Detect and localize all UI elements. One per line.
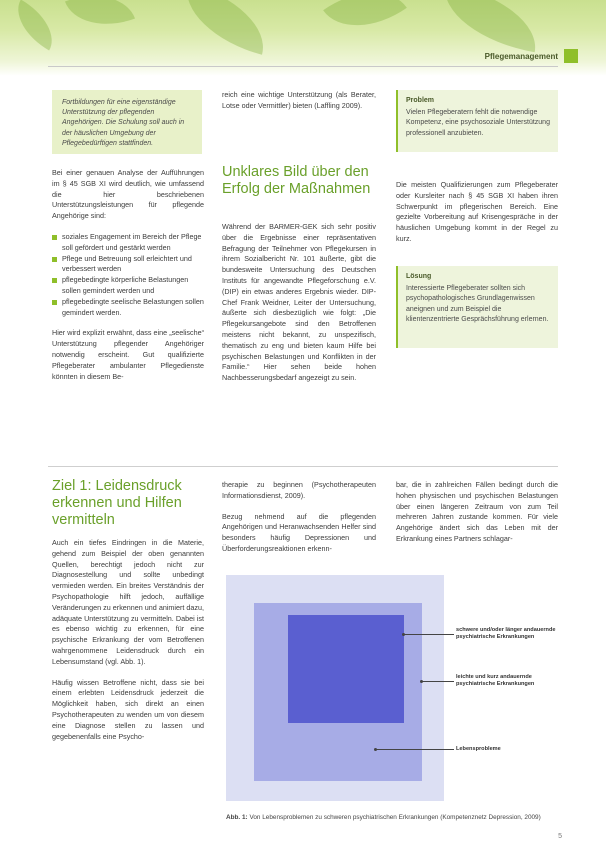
list-item: pflegebedingte seelische Belastungen sollen gemindert werden.: [52, 297, 204, 319]
section-marker: [564, 49, 578, 63]
leaf-decoration: [6, 0, 64, 50]
problem-box-title: Problem: [406, 97, 435, 104]
leaf-decoration: [65, 0, 135, 39]
intro-box: [52, 90, 202, 154]
section-heading-goal: Ziel 1: Leidensdruck erkennen und Hilfen vermitteln: [52, 478, 182, 528]
figure-leader-line: [404, 634, 454, 635]
middle-bottom-para-1: therapie zu beginnen (Psychotherapeuten Informationsdienst, 2009).: [222, 480, 376, 500]
middle-column-top-b: [222, 222, 376, 394]
solution-box-text: Interessierte Pflegeberater sollten sich psychopathologisches Grundlagenwissen aneignen und zum Beispiel die klientenzentrierte Gesprächsführung erlernen.: [406, 285, 549, 323]
intro-box-text: Fortbildungen für eine eigenständige Unterstützung der pflegenden Angehörigen. Die Schulung soll auch in der häuslichen Umgebung der Pflegebedürftigen stattfinden.: [62, 99, 185, 147]
figure-leader-dot: [420, 680, 423, 683]
list-item: pflegebedingte körperliche Belastungen sollen gemindert werden und: [52, 275, 204, 297]
middle-para-2: Während der BARMER-GEK sich sehr positiv über die Ergebnisse einer repräsentativen Befragung der Teilnehmer von Pflegekursen in ihrem Sozialbericht Nr. 101 äußerte, gibt die bundesweite Untersuchung des Deutschen Instituts für angewandte Pflegeforschung e.V. (DIP) ein etwas anderes Ergebnis wieder. DIP-Chef Frank Weidner, Leiter der Untersuchung, äußerte sich diesbezüglich wie folgt: „Die Pflegekursangebote sind den Betroffenen meistens nicht bekannt, zu unspezifisch, thematisch zu eng und bieten kaum Hilfe bei psychischen Belastungen und Konflikten in der Familie.“ Hier sehen beide hohen Nachbesserungsbedarf angezeigt zu sein.: [222, 222, 376, 383]
middle-para-1: reich eine wichtige Unterstützung (als Berater, Lotse oder Vermittler) bieten (Laffling 2009).: [222, 90, 376, 110]
header-banner: [0, 0, 606, 76]
list-item: soziales Engagement im Bereich der Pflege soll gefördert und gestärkt werden: [52, 232, 204, 254]
leaf-decoration: [436, 0, 544, 52]
leaf-decoration: [323, 0, 407, 48]
left-para-2: Hier wird explizit erwähnt, dass eine „seelische“ Unterstützung pflegender Angehöriger notwendig erscheint. Gut qualifizierte Pflegeberater ambulanter Pflegedienste könnten in diesem Be-: [52, 328, 204, 381]
left-bottom-para-2: Häufig wissen Betroffene nicht, dass sie bei einem erlebten Leidensdruck jederzeit die Möglichkeit haben, sich direkt an einen Psychotherapeuten zu wenden um von diesem eine Diagnose stellen zu lassen und gegebenenfalls eine Psycho-: [52, 677, 204, 741]
left-bottom-para-1: Auch ein tiefes Eindringen in die Materie, gehend zum Beispiel der oben genannten Quellen, berechtigt jedoch nicht zur Diagnosestellung und sollte unbedingt vermieden werden. Ein breites Verständnis der Psychopathologie hilft jedoch, auffällige Veränderungen zu erkennen und animiert dazu, adäquate Unterstützung zu vermitteln. Dabei ist es ebenso wichtig zu erkennen, für eine psychische Erkrankung der vom Betroffenen wahrgenommene Leidensdruck durch ein Lebensumstand (vgl. Abb. 1).: [52, 538, 204, 666]
figure-label-outer: Lebensprobleme: [456, 746, 501, 752]
figure-leader-line: [376, 749, 454, 750]
middle-bottom-para-2: Bezug nehmend auf die pflegenden Angehörigen und Heranwachsenden Helfer sind besonders häufig Depressionen und Überforderungsreaktionen erkenn-: [222, 511, 376, 553]
left-para-1: Bei einer genauen Analyse der Aufführungen im § 45 SGB XI wird deutlich, wie umfassend die hier beschriebenen Unterstützungsleistungen für pflegende Angehörige sind:: [52, 168, 204, 221]
page-number: 5: [558, 833, 562, 840]
problem-box-text: Vielen Pflegeberatern fehlt die notwendige Kompetenz, eine psychosoziale Unterstützung professionell anzubieten.: [406, 109, 550, 137]
solution-box-title: Lösung: [406, 273, 432, 280]
figure-caption: [226, 814, 556, 823]
right-column-bottom: [396, 480, 558, 555]
figure-inner-square: [288, 615, 404, 723]
right-column-top: [396, 180, 558, 255]
solution-box: [396, 266, 558, 348]
benefits-list: [52, 232, 204, 318]
list-item: Pflege und Betreuung soll erleichtert und verbessert werden: [52, 254, 204, 276]
figure-caption-text: Von Lebensproblemen zu schweren psychiatrischen Erkrankungen (Kompetenznetz Depression, 2009): [249, 814, 541, 821]
figure-leader-dot: [374, 748, 377, 751]
left-column-top: [52, 168, 204, 392]
middle-column-bottom: [222, 480, 376, 565]
left-column-bottom: [52, 538, 204, 752]
figure-leader-line: [422, 681, 454, 682]
figure-leader-dot: [402, 633, 405, 636]
section-divider: [48, 466, 558, 467]
section-label: Pflegemanagement: [484, 52, 558, 61]
figure-label-inner: schwere und/oder länger andauernde psychiatrische Erkrankungen: [456, 627, 556, 640]
header-divider: [48, 66, 558, 67]
problem-box: [396, 90, 558, 152]
right-para-1: Die meisten Qualifizierungen zum Pflegeberater oder Kursleiter nach § 45 SGB XI haben ihren Schwerpunkt im pflegerischen Bereich. Eine gezielte Vorbereitung auf Krisengespräche in der häuslichen Umgebung kommt in der Regel zu kurz.: [396, 180, 558, 243]
figure-caption-label: Abb. 1:: [226, 814, 248, 821]
leaf-decoration: [175, 0, 275, 55]
section-heading-measures: Unklares Bild über den Erfolg der Maßnahmen: [222, 164, 371, 197]
figure-label-mid: leichte und kurz andauernde psychiatrische Erkrankungen: [456, 674, 535, 687]
middle-column-top-a: [222, 90, 376, 122]
right-bottom-para-1: bar, die in zahlreichen Fällen bedingt durch die hohen physischen und psychischen Belastungen über einen längeren Zeitraum von zum Teil mehreren Jahren zustande kommen. Für viele Angehörige ändert sich das Leben mit der Erkrankung eines Partners schlagar-: [396, 480, 558, 543]
figure-nested-squares: [226, 575, 560, 813]
